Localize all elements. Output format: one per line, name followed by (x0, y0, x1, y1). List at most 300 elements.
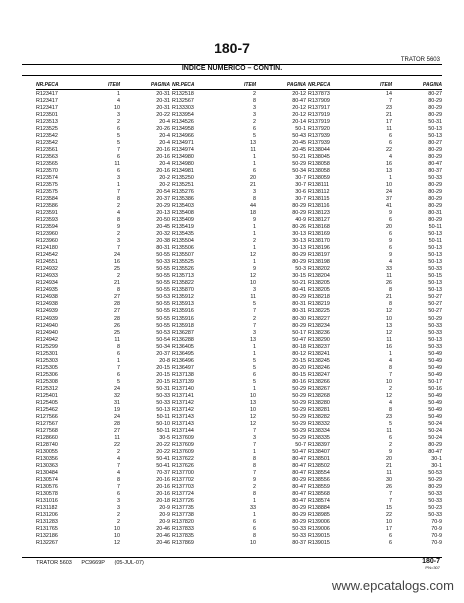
part-number: R137820 (172, 518, 194, 525)
page-ref: 80-18 (292, 343, 306, 350)
page-ref: 50-29 (292, 406, 306, 413)
part-number: R125462 (36, 406, 58, 413)
item-number: 21 (386, 462, 392, 469)
item-number: 17 (386, 525, 392, 532)
part-number: R135419 (172, 224, 194, 231)
part-number: R135276 (172, 189, 194, 196)
index-row (172, 470, 306, 477)
part-number: R138116 (308, 203, 330, 210)
item-number: 1 (253, 511, 256, 518)
index-row (172, 435, 306, 442)
item-number: 41 (386, 203, 392, 210)
index-row (36, 414, 170, 421)
index-row (172, 484, 306, 491)
item-number: 6 (117, 371, 120, 378)
index-rows (36, 91, 170, 547)
footer-page (422, 558, 440, 570)
index-row (172, 428, 306, 435)
page-ref: 80-29 (292, 322, 306, 329)
index-row (36, 98, 170, 105)
item-number: 1 (253, 245, 256, 252)
item-number: 24 (114, 252, 120, 259)
part-number: R137920 (308, 126, 330, 133)
part-number: R124938 (36, 301, 58, 308)
page-ref: 20-16 (156, 154, 170, 161)
index-row (36, 393, 170, 400)
part-number: R138397 (308, 441, 330, 448)
index-row (36, 379, 170, 386)
part-number: R123591 (36, 210, 58, 217)
part-number: R138568 (308, 490, 330, 497)
index-row (36, 105, 170, 112)
index-row (36, 147, 170, 154)
page-ref: 30-7 (295, 196, 306, 203)
part-number: R138246 (308, 364, 330, 371)
page-ref: 20-9 (159, 504, 170, 511)
page-ref: 50-49 (428, 392, 442, 399)
page-ref: 80-31 (428, 210, 442, 217)
item-number: 33 (250, 504, 256, 511)
part-number: R135526 (172, 266, 194, 273)
page-ref: 50-49 (428, 399, 442, 406)
index-row (308, 470, 442, 477)
part-number: R130578 (36, 490, 58, 497)
page-ref: 50-17 (428, 378, 442, 385)
item-number: 6 (117, 168, 120, 175)
part-number: R125303 (36, 357, 58, 364)
item-number: 9 (253, 217, 256, 224)
part-number: R138111 (308, 182, 330, 189)
page-ref: 80-47 (428, 161, 442, 168)
page-ref: 20-15 (156, 378, 170, 385)
item-number: 3 (117, 112, 120, 119)
part-number: R138058 (308, 168, 330, 175)
index-row (36, 126, 170, 133)
page-ref: 80-47 (292, 98, 306, 105)
item-number: 21 (386, 294, 392, 301)
part-number: R134980 (172, 154, 194, 161)
index-row (172, 105, 306, 112)
item-number: 2 (117, 203, 120, 210)
item-number: 7 (389, 497, 392, 504)
part-number: R135870 (172, 287, 194, 294)
item-number: 10 (250, 280, 256, 287)
part-number: R135250 (172, 175, 194, 182)
item-number: 26 (386, 280, 392, 287)
page-ref: 50-13 (428, 280, 442, 287)
page-ref: 70-9 (431, 525, 442, 532)
part-number: R138236 (308, 329, 330, 336)
page-ref: 20-22 (156, 112, 170, 119)
index-row (36, 330, 170, 337)
index-row (308, 238, 442, 245)
page-ref: 20-15 (292, 357, 306, 364)
page-ref: 20-4 (159, 119, 170, 126)
item-number: 6 (389, 245, 392, 252)
header-page: PAGINA (422, 82, 442, 88)
index-row (172, 407, 306, 414)
index-row (308, 498, 442, 505)
part-number: R123563 (36, 154, 58, 161)
index-row (308, 414, 442, 421)
page-ref: 50-47 (292, 336, 306, 343)
item-number: 21 (250, 182, 256, 189)
page-ref: 50-34 (292, 168, 306, 175)
item-number: 8 (253, 462, 256, 469)
index-row (36, 498, 170, 505)
part-number: R123561 (36, 147, 58, 154)
item-number: 3 (117, 175, 120, 182)
index-row (308, 266, 442, 273)
part-number: R136287 (172, 329, 194, 336)
item-number: 5 (253, 364, 256, 371)
page-ref: 50-15 (428, 273, 442, 280)
page-ref: 50-11 (156, 427, 170, 434)
item-number: 9 (253, 266, 256, 273)
page-ref: 50-49 (428, 357, 442, 364)
page-ref: 50-11 (428, 224, 442, 231)
part-number: R139015 (308, 540, 330, 546)
item-number: 1 (253, 497, 256, 504)
header-page: PAGINA (286, 82, 306, 88)
item-number: 2 (117, 273, 120, 280)
item-number: 1 (253, 154, 256, 161)
item-number: 10 (114, 532, 120, 539)
index-row (308, 491, 442, 498)
page-ref: 50-11 (156, 413, 170, 420)
item-number: 37 (386, 196, 392, 203)
item-number: 10 (386, 182, 392, 189)
item-number: 8 (117, 196, 120, 203)
item-number: 1 (117, 357, 120, 364)
part-number: R124933 (36, 273, 58, 280)
page-ref: 50-13 (428, 259, 442, 266)
page-ref: 20-46 (156, 532, 170, 539)
item-number: 2 (117, 511, 120, 518)
page-title: 180-7 (214, 40, 250, 56)
item-number: 7 (117, 462, 120, 469)
page-ref: 50-3 (295, 266, 306, 273)
page-ref: 80-27 (428, 140, 442, 147)
item-number: 12 (386, 329, 392, 336)
part-number: R132567 (172, 98, 194, 105)
item-number: 11 (114, 161, 120, 168)
part-number: R137143 (172, 413, 194, 420)
page-ref: 80-29 (428, 147, 442, 154)
part-number: R134981 (172, 168, 194, 175)
item-number: 11 (250, 294, 256, 301)
page-ref: 80-47 (292, 497, 306, 504)
item-number: 30 (386, 476, 392, 483)
page-ref: 80-29 (428, 112, 442, 119)
index-row (308, 140, 442, 147)
part-number: R124940 (36, 329, 58, 336)
index-row (172, 273, 306, 280)
page-ref: 30-13 (292, 238, 306, 245)
index-row (36, 175, 170, 182)
index-row (36, 91, 170, 98)
index-row (308, 119, 442, 126)
page-ref: 50-49 (428, 364, 442, 371)
index-row (308, 133, 442, 140)
item-number: 2 (117, 231, 120, 238)
page-ref: 20-9 (159, 518, 170, 525)
index-row (172, 456, 306, 463)
page-ref: 80-29 (292, 504, 306, 511)
part-number: R138281 (308, 406, 330, 413)
page-ref: 70-37 (156, 469, 170, 476)
index-row (308, 91, 442, 98)
item-number: 1 (253, 343, 256, 350)
part-number: R137622 (172, 455, 194, 462)
index-row (36, 119, 170, 126)
page-ref: 30-13 (292, 231, 306, 238)
part-number: R138123 (308, 210, 330, 217)
page-ref: 50-7 (295, 441, 306, 448)
part-number: R123960 (36, 238, 58, 245)
index-row (172, 351, 306, 358)
item-number: 3 (117, 497, 120, 504)
index-row (36, 140, 170, 147)
page-ref: 80-29 (428, 203, 442, 210)
part-number: R131283 (36, 518, 58, 525)
part-number: R137724 (172, 490, 194, 497)
index-row (308, 105, 442, 112)
part-number: R139006 (308, 525, 330, 532)
part-number: R123574 (36, 175, 58, 182)
page-ref: 80-29 (428, 98, 442, 105)
header-page: PAGINA (150, 82, 170, 88)
index-row (308, 280, 442, 287)
item-number: 1 (389, 175, 392, 182)
part-number: R123586 (36, 203, 58, 210)
page-ref: 30-5 (159, 434, 170, 441)
item-number: 4 (389, 399, 392, 406)
index-row (172, 301, 306, 308)
item-number: 3 (253, 329, 256, 336)
part-number: R124942 (36, 336, 58, 343)
page-ref: 50-13 (156, 406, 170, 413)
part-number: R137833 (172, 525, 194, 532)
page-ref: 50-33 (428, 490, 442, 497)
item-number: 26 (386, 483, 392, 490)
part-number: R137835 (172, 532, 194, 539)
index-row (172, 210, 306, 217)
part-number: R138205 (308, 280, 330, 287)
divider (22, 557, 442, 558)
page-ref: 80-31 (292, 308, 306, 315)
index-row (308, 421, 442, 428)
part-number: R138058 (308, 161, 330, 168)
index-row (308, 308, 442, 315)
index-row (36, 491, 170, 498)
index-row (36, 358, 170, 365)
item-number: 11 (114, 434, 120, 441)
item-number: 24 (386, 189, 392, 196)
index-row (36, 189, 170, 196)
page-ref: 20-16 (156, 168, 170, 175)
item-number: 27 (114, 427, 120, 434)
item-number: 10 (250, 540, 256, 546)
page-ref: 20-46 (156, 525, 170, 532)
index-row (172, 498, 306, 505)
page-ref: 30-6 (295, 189, 306, 196)
page-ref: 20-15 (156, 371, 170, 378)
item-number: 8 (117, 287, 120, 294)
part-number: R125299 (36, 343, 58, 350)
part-number: R138268 (308, 392, 330, 399)
part-number: R124934 (36, 280, 58, 287)
part-number: R138266 (308, 378, 330, 385)
page-ref: 80-29 (428, 217, 442, 224)
index-row (172, 519, 306, 526)
item-number: 12 (386, 392, 392, 399)
item-number: 1 (389, 350, 392, 357)
page-ref: 50-33 (428, 266, 442, 273)
part-number: R137139 (172, 378, 194, 385)
part-number: R136495 (172, 350, 194, 357)
part-number: R137702 (172, 476, 194, 483)
item-number: 8 (253, 532, 256, 539)
item-number: 8 (117, 343, 120, 350)
part-number: R138225 (308, 308, 330, 315)
index-row (308, 505, 442, 512)
index-row (36, 526, 170, 533)
part-number: R138884 (308, 504, 330, 511)
index-row (308, 189, 442, 196)
part-number: R124551 (36, 259, 58, 266)
part-number: R131206 (36, 511, 58, 518)
page-ref: 50-55 (156, 280, 170, 287)
index-row (36, 245, 170, 252)
page-ref: 20-13 (156, 210, 170, 217)
page-ref: 50-24 (428, 420, 442, 427)
item-number: 22 (386, 147, 392, 154)
header-part-number: NR.PECA (308, 82, 331, 88)
page-ref: 50-21 (292, 280, 306, 287)
part-number: R137700 (172, 469, 194, 476)
index-row (172, 491, 306, 498)
part-number: R130484 (36, 469, 58, 476)
footer-page-number: 180-7 (422, 558, 440, 565)
page-ref: 50-33 (428, 329, 442, 336)
page-ref: 50-13 (428, 231, 442, 238)
item-number: 4 (389, 259, 392, 266)
footer-page-code: PN=307 (425, 565, 440, 570)
part-number: R134958 (172, 126, 194, 133)
index-row (36, 231, 170, 238)
item-number: 1 (253, 448, 256, 455)
index-row (36, 133, 170, 140)
item-number: 13 (250, 399, 256, 406)
item-number: 13 (386, 322, 392, 329)
part-number: R138332 (308, 420, 330, 427)
part-number: R137917 (308, 105, 330, 112)
item-number: 2 (117, 518, 120, 525)
part-number: R123594 (36, 224, 58, 231)
part-number: R138282 (308, 413, 330, 420)
index-row (308, 456, 442, 463)
page-ref: 20-38 (156, 238, 170, 245)
item-number: 7 (117, 483, 120, 490)
index-row (172, 175, 306, 182)
page-ref: 50-33 (292, 525, 306, 532)
part-number: R123575 (36, 182, 58, 189)
part-number: R137140 (172, 385, 194, 392)
index-row (172, 238, 306, 245)
divider (22, 75, 442, 76)
index-row (308, 273, 442, 280)
part-number: R133954 (172, 112, 194, 119)
index-row (36, 540, 170, 547)
part-number: R137609 (172, 448, 194, 455)
page-ref: 80-47 (292, 469, 306, 476)
part-number: R137869 (172, 540, 194, 546)
page-ref: 20-9 (159, 511, 170, 518)
index-row (308, 435, 442, 442)
item-number: 5 (253, 357, 256, 364)
part-number: R127568 (36, 427, 58, 434)
part-number: R130356 (36, 455, 58, 462)
page-ref: 50-55 (156, 322, 170, 329)
index-row (308, 168, 442, 175)
index-row (36, 421, 170, 428)
index-row (36, 435, 170, 442)
page-ref: 80-12 (292, 350, 306, 357)
page-ref: 80-29 (292, 210, 306, 217)
item-number: 11 (386, 427, 392, 434)
item-number: 2 (253, 238, 256, 245)
part-number: R123417 (36, 91, 58, 97)
page-ref: 50-55 (156, 273, 170, 280)
item-number: 6 (389, 140, 392, 147)
page-ref: 50-33 (428, 343, 442, 350)
index-row (36, 337, 170, 344)
page-ref: 50-55 (156, 308, 170, 315)
item-number: 4 (117, 455, 120, 462)
page-ref: 50-17 (292, 329, 306, 336)
part-number: R137144 (172, 427, 194, 434)
item-number: 7 (253, 469, 256, 476)
footer-date: (05-JUL-07) (114, 560, 144, 566)
index-row (308, 323, 442, 330)
index-row (36, 386, 170, 393)
item-number: 1 (117, 182, 120, 189)
index-column-1 (36, 82, 170, 547)
page-ref: 50-29 (292, 413, 306, 420)
index-row (308, 344, 442, 351)
header-item: ITEM (108, 82, 120, 88)
index-row (172, 393, 306, 400)
page-ref: 80-29 (428, 182, 442, 189)
part-number: R123501 (36, 112, 58, 119)
item-number: 28 (114, 301, 120, 308)
page-ref: 50-29 (292, 399, 306, 406)
item-number: 8 (389, 406, 392, 413)
index-row (172, 337, 306, 344)
item-number: 16 (386, 161, 392, 168)
page-ref: 80-29 (292, 518, 306, 525)
page-ref: 50-13 (428, 287, 442, 294)
part-number: R138502 (308, 462, 330, 469)
item-number: 8 (253, 98, 256, 105)
index-row (36, 442, 170, 449)
item-number: 3 (117, 238, 120, 245)
page-ref: 70-9 (431, 532, 442, 539)
index-row (172, 526, 306, 533)
part-number: R135822 (172, 280, 194, 287)
part-number: R124935 (36, 287, 58, 294)
